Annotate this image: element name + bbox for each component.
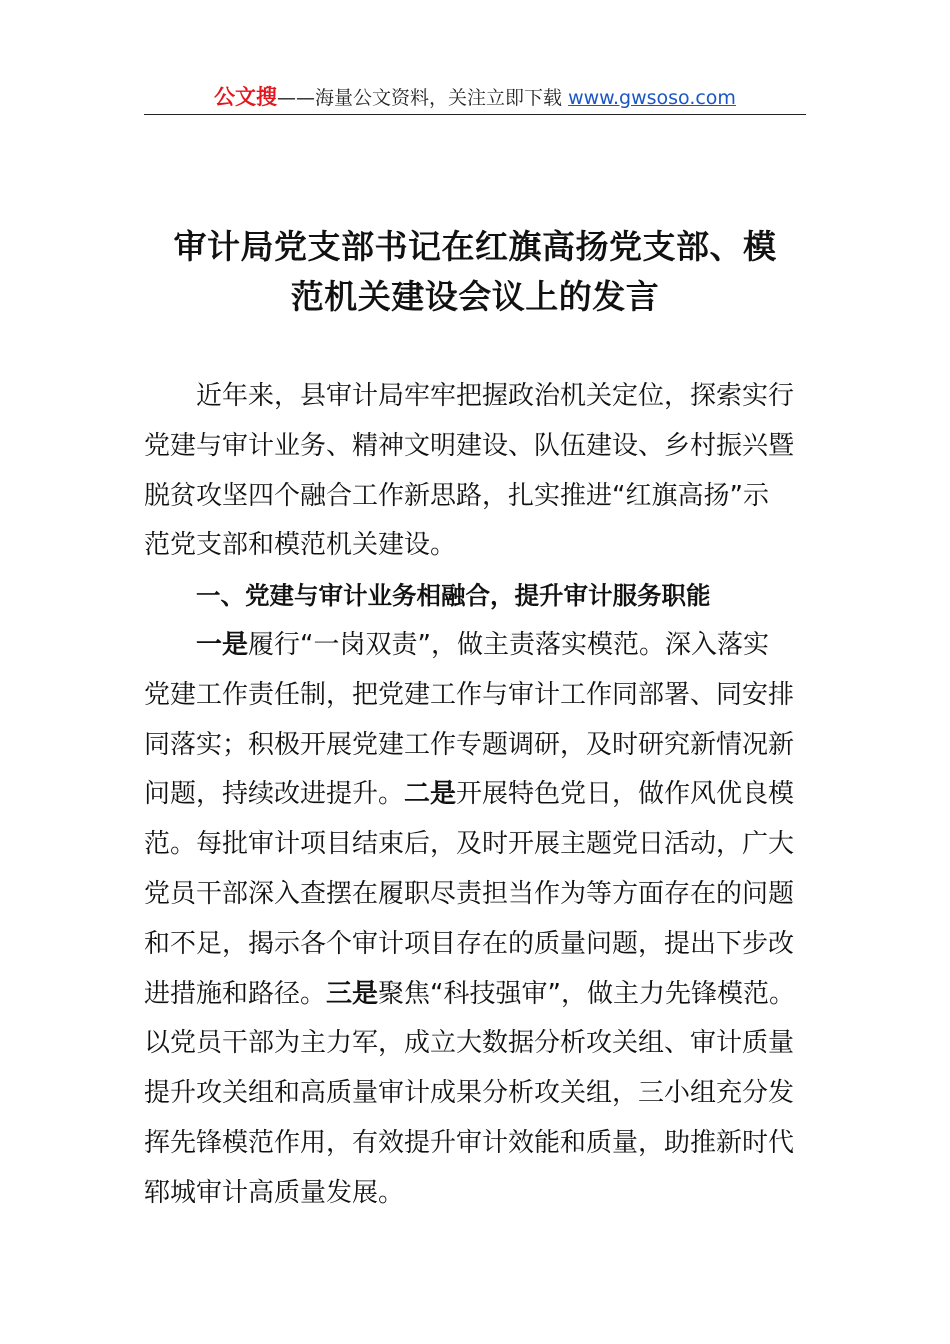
point-label-1: 一是 xyxy=(196,629,249,660)
section1-line-11: 挥先锋模范作用，有效提升审计效能和质量，助推新时代 xyxy=(144,1127,795,1158)
intro-line-1: 近年来，县审计局牢牢把握政治机关定位，探索实行 xyxy=(196,381,795,411)
section1-line-3: 同落实；积极开展党建工作专题调研，及时研究新情况新 xyxy=(144,729,795,760)
brand-logo-text: 公文搜 xyxy=(214,85,278,109)
section1-line-8 xyxy=(144,970,806,1020)
section1-line-4 xyxy=(144,770,806,820)
section1-line-5: 范。每批审计项目结束后，及时开展主题党日活动，广大 xyxy=(144,829,795,860)
header-tagline: ——海量公文资料，关注立即下载 xyxy=(277,87,563,109)
intro-line-4: 范党支部和模范机关建设。 xyxy=(144,530,457,561)
intro-line-3: 脱贫攻坚四个融合工作新思路，扎实推进“红旗高扬”示 xyxy=(144,480,769,511)
section1-line-1-text: 履行“一岗双责”，做主责落实模范。深入落实 xyxy=(248,629,769,660)
title-line-1: 审计局党支部书记在红旗高扬党支部、模 xyxy=(173,227,777,266)
section1-line-9: 以党员干部为主力军，成立大数据分析攻关组、审计质量 xyxy=(144,1028,795,1059)
section1-line-2: 党建工作责任制，把党建工作与审计工作同部署、同安排 xyxy=(144,679,795,710)
title-line-2: 范机关建设会议上的发言 xyxy=(290,277,660,316)
page-header xyxy=(144,82,806,116)
point-label-3: 三是 xyxy=(326,978,379,1009)
document-title xyxy=(144,222,806,322)
section1-line-1 xyxy=(144,621,806,671)
header-divider xyxy=(144,114,806,115)
website-link[interactable]: www.gwsoso.com xyxy=(568,87,736,109)
section1-line-10: 提升攻关组和高质量审计成果分析攻关组，三小组充分发 xyxy=(144,1078,795,1109)
intro-line-2: 党建与审计业务、精神文明建设、队伍建设、乡村振兴暨 xyxy=(144,430,795,461)
section1-line-12: 郓城审计高质量发展。 xyxy=(144,1177,405,1208)
section-heading-1: 一、党建与审计业务相融合，提升审计服务职能 xyxy=(196,581,711,611)
document-body xyxy=(144,372,806,1219)
section1-line-4-tail: 开展特色党日，做作风优良模 xyxy=(456,779,795,810)
section1-line-8-tail: 聚焦“科技强审”，做主力先锋模范。 xyxy=(378,978,795,1009)
point-label-2: 二是 xyxy=(404,779,457,810)
section1-line-6: 党员干部深入查摆在履职尽责担当作为等方面存在的问题 xyxy=(144,878,795,909)
section1-line-7: 和不足，揭示各个审计项目存在的质量问题，提出下步改 xyxy=(144,928,795,959)
section1-line-8-text: 进措施和路径。 xyxy=(144,978,327,1009)
section1-line-4-text: 问题，持续改进提升。 xyxy=(144,779,405,810)
